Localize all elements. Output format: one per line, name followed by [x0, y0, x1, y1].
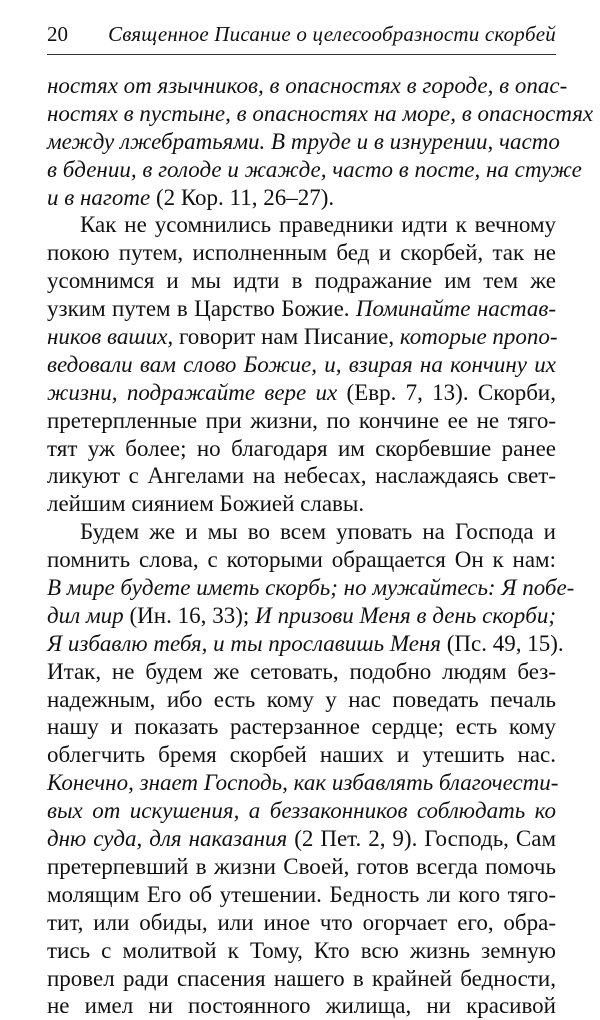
text-run: надежным, ибо есть кому у нас поведать печаль	[47, 686, 556, 712]
page-header	[47, 20, 556, 50]
text-line	[47, 156, 582, 184]
text-line	[47, 602, 556, 630]
text-line	[47, 184, 556, 212]
header-rule	[47, 54, 556, 55]
scripture-quote: ностях от язычников, в опасностях в городе, в опас-	[47, 73, 568, 98]
text-line	[47, 881, 556, 909]
text-line	[47, 128, 560, 156]
text-line	[47, 769, 559, 797]
text-line	[47, 323, 556, 351]
body-text	[47, 72, 594, 1020]
scripture-quote: ников ваших,	[47, 324, 174, 350]
text-line	[47, 239, 556, 267]
scripture-quote: и в наготе	[47, 184, 151, 210]
scripture-quote: ведовали вам слово Божие, и, взирая на кончину их	[47, 351, 556, 377]
text-run: говорит нам Писание,	[173, 324, 400, 350]
scripture-quote: жизни, подражайте вере их	[47, 379, 338, 405]
text-line	[47, 351, 556, 379]
text-run: претерпевший в жизни Своей, готов всегда помочь	[47, 853, 556, 879]
text-run: тят уж более; но благодаря им скорбевшие ранее	[47, 435, 556, 461]
page-number: 20	[47, 22, 68, 46]
text-line	[47, 211, 556, 239]
text-run: усомнимся и мы идти в подражание им тем же	[47, 268, 556, 294]
text-run: облегчить бремя скорбей наших и утешить нас.	[47, 742, 556, 768]
text-line	[47, 379, 556, 407]
text-run: узким путем в Царство Божие.	[47, 296, 356, 322]
text-line	[47, 937, 556, 965]
text-line	[47, 295, 556, 323]
scripture-quote: вых от искушения, а беззаконников соблюдать ко	[47, 798, 556, 824]
text-line	[47, 267, 556, 295]
text-line	[47, 797, 556, 825]
text-line	[47, 686, 556, 714]
text-run: лейшим сиянием Божией славы.	[47, 491, 365, 517]
scripture-quote: между лжебратьями. В труде и в изнурении, часто	[47, 128, 560, 154]
text-run: провел ради спасения нашего в крайней бедности,	[47, 965, 556, 991]
text-run: (Пс. 49, 15).	[441, 630, 564, 656]
running-title: Священное Писание о целесообразности скорбей	[108, 22, 556, 46]
text-line	[47, 435, 556, 463]
text-run: тит, или обиды, или иное что огорчает его, обра-	[47, 909, 556, 935]
text-line	[47, 518, 556, 546]
text-run: молящим Его об утешении. Бедность ли кого тяго-	[47, 881, 556, 907]
text-line	[47, 992, 556, 1020]
scripture-quote: В мире будете иметь скорбь; но мужайтесь: Я побе-	[47, 575, 575, 601]
text-run: претерпленные при жизни, по кончине ее не тяго-	[47, 407, 556, 433]
text-line	[47, 965, 556, 993]
scripture-quote: Я избавлю тебя, и ты прославишь Меня	[47, 630, 441, 656]
scripture-quote: ностях в пустыне, в опасностях на море, в опасностях	[47, 100, 594, 126]
text-run: Как не усомнились праведники идти к вечному	[80, 212, 556, 238]
text-run: нашу и показать растерзанное сердце; есть кому	[47, 714, 556, 740]
text-run: не имел ни постоянного жилища, ни красивой	[47, 993, 556, 1019]
text-run: (Ин. 16, 33);	[123, 602, 256, 628]
text-line	[47, 741, 556, 769]
text-run: Итак, не будем же сетовать, подобно людям без-	[47, 658, 556, 684]
text-run: (2 Пет. 2, 9). Господь, Сам	[287, 826, 556, 852]
text-run: ликуют с Ангелами на небесах, наслаждаясь свет-	[47, 463, 556, 489]
text-line	[47, 909, 556, 937]
scripture-quote: дил мир	[47, 602, 124, 628]
scripture-quote: И призови Меня в день скорби;	[255, 602, 556, 628]
text-line	[47, 100, 594, 128]
scripture-quote: Конечно, знает Господь, как избавлять благочести-	[47, 770, 559, 796]
scripture-quote: в бдении, в голоде и жажде, часто в посте, на стуже	[47, 156, 582, 182]
text-line	[47, 72, 568, 100]
text-line	[47, 853, 556, 881]
text-line	[47, 407, 556, 435]
scripture-quote: дню суда, для наказания	[47, 826, 288, 852]
text-line	[47, 825, 556, 853]
text-line	[47, 574, 575, 602]
text-line	[47, 630, 564, 658]
text-run: (Евр. 7, 13). Скорби,	[337, 379, 556, 405]
text-run: покою путем, исполненным бед и скорбей, так не	[47, 240, 556, 266]
text-line	[47, 658, 556, 686]
text-line	[47, 546, 556, 574]
scripture-quote: которые пропо-	[399, 324, 558, 350]
text-run: тись с молитвой к Тому, Кто всю жизнь земную	[47, 937, 556, 963]
text-line	[47, 713, 556, 741]
text-run: помнить слова, с которыми обращается Он к нам:	[47, 547, 556, 573]
text-run: Будем же и мы во всем уповать на Господа и	[80, 519, 556, 545]
text-run: (2 Кор. 11, 26–27).	[150, 184, 335, 210]
text-line	[47, 462, 556, 490]
scripture-quote: Поминайте настав-	[355, 296, 556, 322]
text-line	[47, 490, 556, 518]
